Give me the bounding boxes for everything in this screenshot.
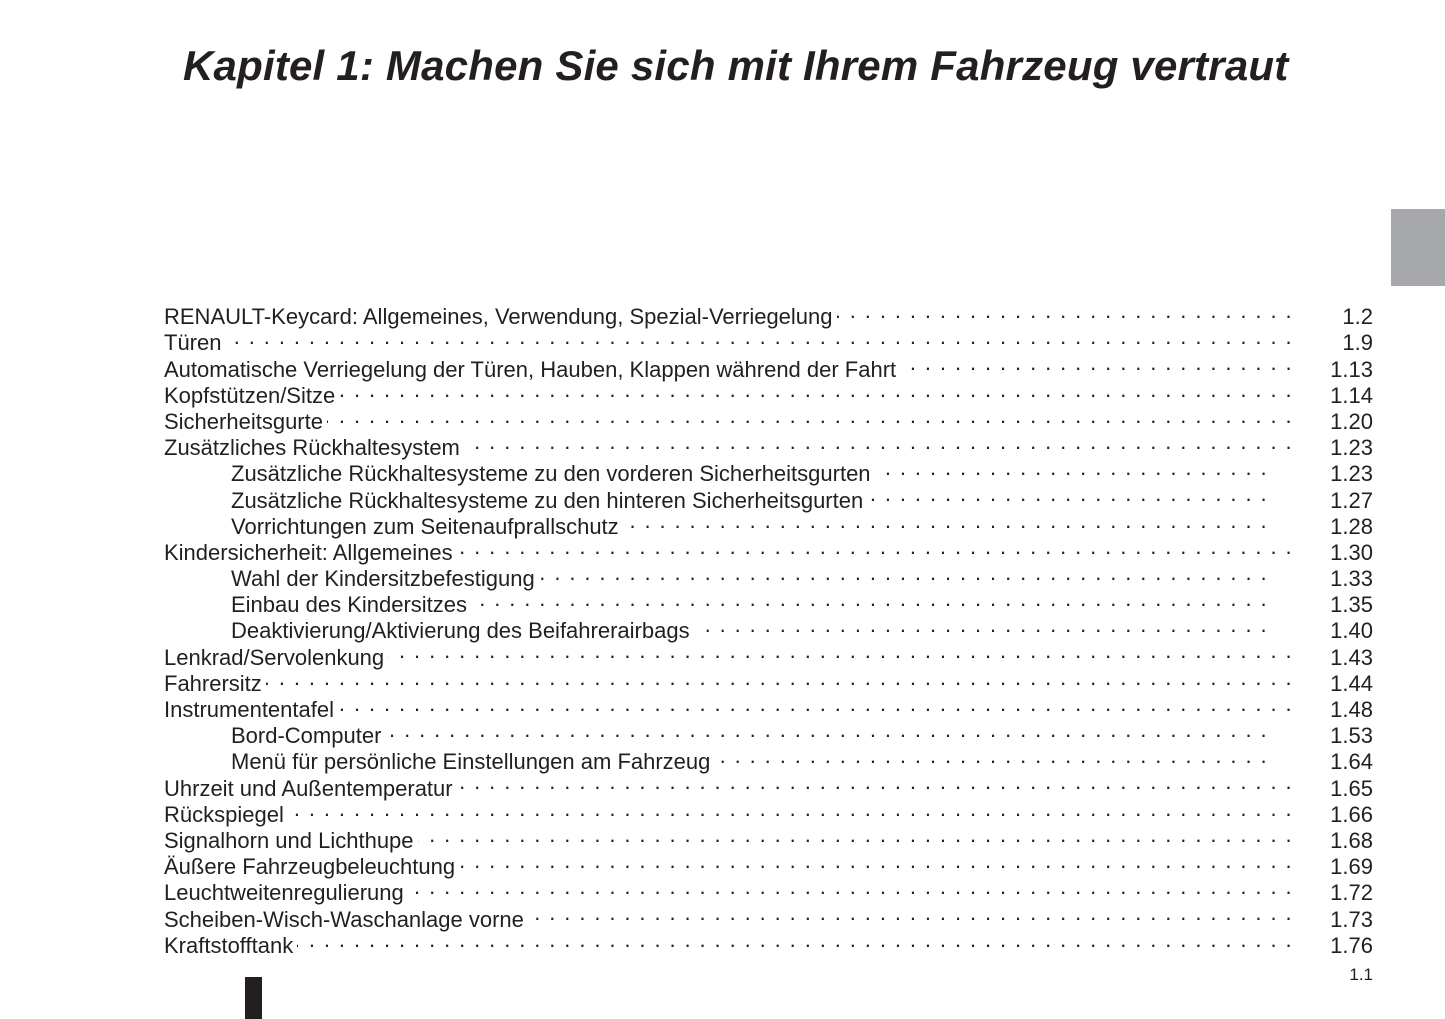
toc-entry-page: 1.40 [1330,618,1373,644]
toc-entry-label: Instrumententafel [164,697,334,722]
table-of-contents [164,298,1373,958]
toc-entry-label: RENAULT-Keycard: Allgemeines, Verwendung, Spezial-Verriegelung [164,304,833,330]
chapter-tab-marker [1391,209,1445,286]
toc-entry-label: Uhrzeit und Außentemperatur [164,775,453,801]
dot-leader [539,560,1268,586]
toc-entry-label: Bord-Computer [231,723,382,749]
dot-leader [457,534,1293,560]
toc-entry-label: Kraftstofftank [164,932,294,958]
toc-entry-page: 1.27 [1330,487,1373,513]
dot-leader [339,377,1293,403]
toc-entry-page: 1.73 [1330,906,1373,932]
dot-leader [338,691,1293,717]
toc-entry[interactable] [164,377,1373,408]
toc-entry-label: Einbau des Kindersitzes [231,592,468,618]
toc-entry-page: 1.28 [1330,513,1373,539]
toc-entry-page: 1.23 [1330,435,1373,461]
toc-entry-page: 1.68 [1330,827,1373,853]
dot-leader [288,796,1293,822]
toc-entry[interactable] [164,429,1373,461]
dot-leader [225,324,1293,350]
toc-entry-page: 1.48 [1330,697,1373,722]
toc-entry-label: Äußere Fahrzeugbeleuchtung [164,854,456,880]
toc-entry-label: Signalhorn und Lichthupe [164,827,414,853]
toc-entry-label: Vorrichtungen zum Seitenaufprallschutz [231,513,619,539]
toc-entry-label: Menü für persönliche Einstellungen am Fahrzeug [231,749,711,775]
toc-entry[interactable] [164,665,1373,696]
toc-entry-label: Wahl der Kindersitzbefestigung [231,566,535,592]
toc-entry-page: 1.2 [1342,304,1373,330]
dot-leader [408,874,1293,900]
toc-entry-label: Leuchtweitenregulierung [164,880,404,906]
toc-entry-page: 1.66 [1330,801,1373,827]
dot-leader [714,743,1268,769]
toc-entry-label: Deaktivierung/Aktivierung des Beifahrerairbags [231,618,690,644]
toc-entry-page: 1.76 [1330,932,1373,958]
toc-entry-page: 1.13 [1330,356,1373,382]
dot-leader [875,455,1268,481]
toc-entry-label: Automatische Verriegelung der Türen, Hauben, Klappen während der Fahrt [164,356,897,382]
toc-entry-page: 1.23 [1330,461,1373,487]
chapter-title: Kapitel 1: Machen Sie sich mit Ihrem Fahrzeug vertraut [183,42,1289,89]
toc-entry-page: 1.72 [1330,880,1373,906]
toc-entry-label: Zusätzliche Rückhaltesysteme zu den vorderen Sicherheitsgurten [231,461,871,487]
toc-entry-page: 1.69 [1330,854,1373,880]
toc-entry[interactable] [164,796,1373,827]
toc-entry-page: 1.30 [1330,539,1373,565]
toc-entry-label: Kindersicherheit: Allgemeines [164,539,453,565]
toc-entry[interactable] [164,717,1373,749]
toc-entry-page: 1.35 [1330,592,1373,618]
toc-entry[interactable] [164,350,1373,382]
toc-entry-label: Scheiben-Wisch-Waschanlage vorne [164,906,524,932]
dot-leader [327,403,1293,429]
toc-entry-label: Türen [164,330,222,356]
page-number: 1.1 [1349,965,1373,984]
toc-entry-page: 1.20 [1330,408,1373,434]
dot-leader [837,298,1293,324]
toc-entry-label: Zusätzliches Rückhaltesystem [164,435,460,461]
toc-entry-page: 1.14 [1330,382,1373,408]
dot-leader [297,927,1293,953]
toc-entry[interactable] [164,927,1373,958]
toc-entry-page: 1.44 [1330,670,1373,696]
dot-leader [900,350,1293,376]
dot-leader [694,612,1268,638]
toc-entry-page: 1.9 [1342,330,1373,356]
toc-entry-label: Lenkrad/Servolenkung [164,644,385,670]
toc-entry-page: 1.64 [1330,749,1373,775]
toc-entry-label: Kopfstützen/Sitze [164,382,336,408]
toc-entry[interactable] [164,691,1373,722]
toc-entry-page: 1.43 [1330,644,1373,670]
toc-entry[interactable] [164,298,1373,330]
dot-leader [459,848,1293,874]
toc-entry-label: Sicherheitsgurte [164,408,323,434]
dot-leader [266,665,1293,691]
toc-entry-page: 1.65 [1330,775,1373,801]
toc-entry-label: Rückspiegel [164,801,284,827]
dot-leader [528,900,1293,926]
toc-entry[interactable] [164,403,1373,434]
toc-entry-page: 1.33 [1330,566,1373,592]
dot-leader [385,717,1268,743]
toc-entry[interactable] [164,324,1373,356]
dot-leader [471,586,1268,612]
page-edge-marker [245,977,262,1019]
dot-leader [867,481,1268,507]
toc-entry-label: Zusätzliche Rückhaltesysteme zu den hinteren Sicherheitsgurten [231,487,864,513]
dot-leader [418,822,1293,848]
toc-entry-label: Fahrersitz [164,670,262,696]
toc-entry[interactable] [164,822,1373,853]
dot-leader [388,638,1293,664]
toc-entry-page: 1.53 [1330,723,1373,749]
dot-leader [457,769,1293,795]
dot-leader [623,508,1268,534]
dot-leader [464,429,1293,455]
